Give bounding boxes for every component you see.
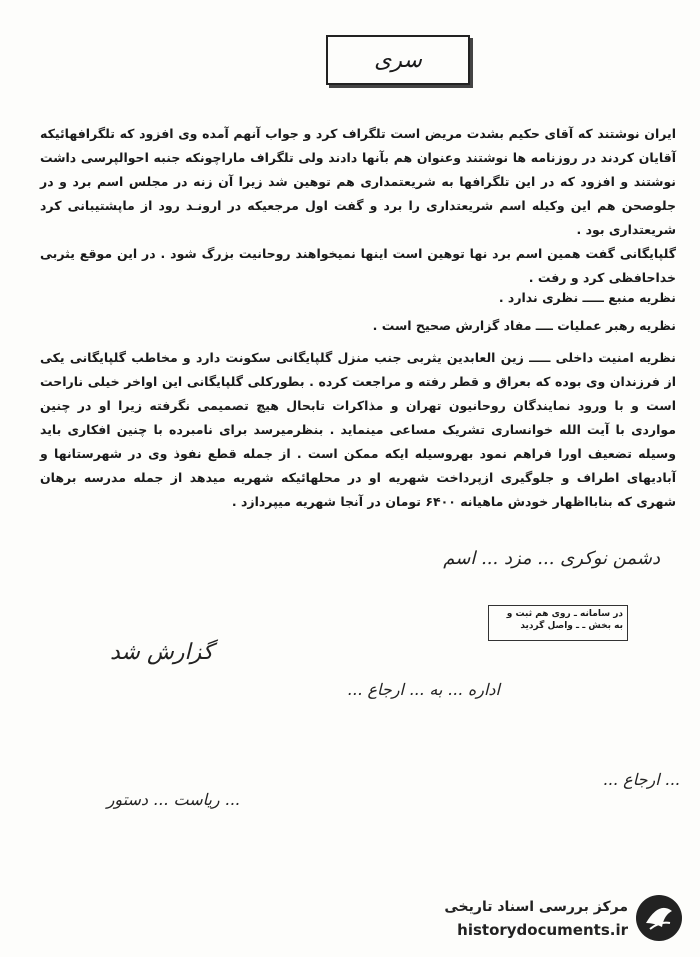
paragraph-2: گلپایگانی گفت همین اسم برد نها توهین است اینها نمیخواهند روحانیت بزرگ شود . در این موقع یثربی خداحافظی کرد و رفت . bbox=[40, 246, 676, 285]
report-body bbox=[40, 122, 676, 290]
receipt-stamp bbox=[488, 605, 628, 641]
watermark-url: historydocuments.ir bbox=[457, 921, 628, 939]
security-opinion-block bbox=[40, 346, 676, 514]
classification-label: سرى bbox=[374, 47, 422, 73]
paragraph-1: ایران نوشتند که آقای حکیم بشدت مریض است تلگراف کرد و جواب آنهم آمده وی افزود که تلگرافهائیکه آقایان کردند در روزنامه ها نوشتند وعنوان هم بآنها دادند ولی تلگراف ماراچونکه جنبه احوالپرسی داشت نوشتند و افزود که در این تلگرافها به شریعتمداری هم توهین شد زیرا آن زنه در مجلس اسم برد و در جلوصحن هم این وکیله اسم شریعتداری را برد و گفت اول مرجعیکه در ارونـد رود از ماپشتیبانی کرد شریعتداری بود . bbox=[40, 126, 676, 237]
receipt-line-2: به بخش ـ ـ واصل گردید bbox=[520, 621, 623, 631]
operations-opinion: نظریه رهبر عملیات ــــ مفاد گزارش صحیح است . bbox=[372, 318, 676, 333]
classification-stamp bbox=[326, 35, 470, 85]
handwritten-note-main: دشمن نوکری ... مزد ... اسم bbox=[443, 548, 660, 569]
handwritten-note-center: اداره ... به ... ارجاع ... bbox=[347, 680, 500, 699]
source-opinion: نظریه منبع ـــــ نظری ندارد . bbox=[498, 290, 676, 305]
receipt-line-1: در سامانه ـ روی هم ثبت و bbox=[506, 609, 623, 619]
handwritten-note-left: گزارش شد bbox=[110, 640, 214, 665]
watermark-title: مرکز بررسی اسناد تاریخی bbox=[444, 899, 628, 915]
handwritten-note-bottom-right: ... ارجاع ... bbox=[602, 770, 680, 789]
handwritten-note-bottom-left: ... ریاست ... دستور bbox=[106, 790, 240, 809]
archive-logo-icon bbox=[634, 893, 684, 943]
security-opinion: نظریه امنیت داخلی ـــــ زین العابدین یثربی جنب منزل گلپایگانی سکونت دارد و مخاطب گلپایگانی یکی از فرزندان وی بوده که بعراق و قطر رفته و مراجعت کرده . بطورکلی گلپایگانی این اواخر خیلی ناراحت است و با ورود نمایندگان روحانیون تهران و مذاکرات تابحال هیچ تصمیمی نگرفته زیرا او در چنین مواردی با آیت الله خوانساری تشریک مساعی مینماید . بنظرمیرسد برای نامبرده با چنین افکاری باید وسیله تضعیف اورا فراهم نمود بهروسیله ایکه ممکن است . از جمله قطع نفوذ وی در شهرستانها و آبادیهای اطراف و جلوگیری ازپرداخت شهریه او در محلهائیکه شهریه میدهد از جمله مدرسه برهان شهری که بنابااظهار خودش ماهیانه ۶۴۰۰ تومان در آنجا شهریه میپردازد . bbox=[40, 350, 676, 509]
